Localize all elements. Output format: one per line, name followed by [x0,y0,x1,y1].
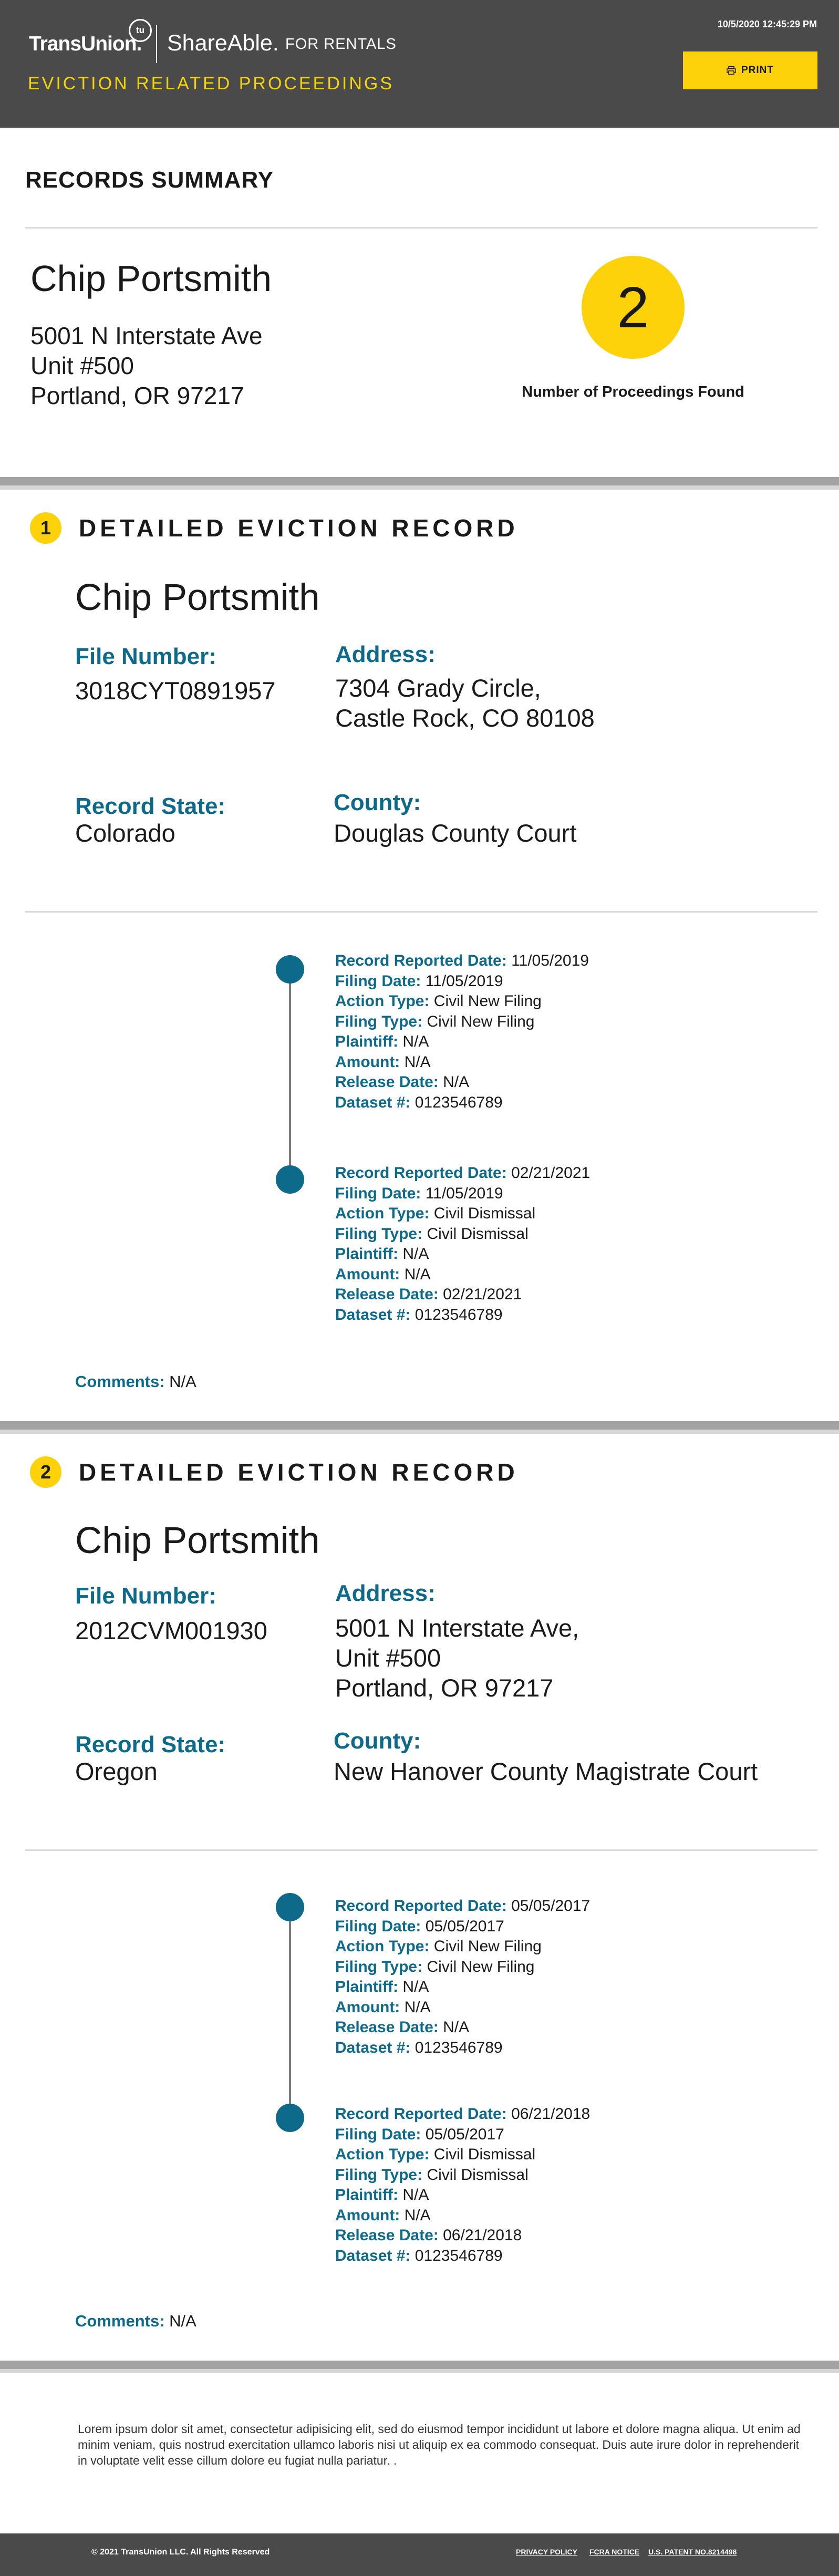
printer-icon [727,66,736,75]
record-state-label: Record State: [75,1732,226,1757]
comments-line [75,2312,196,2331]
address-line: 5001 N Interstate Ave, [335,1614,579,1642]
summary-address-line: 5001 N Interstate Ave [30,322,263,349]
entry-value: N/A [404,2206,431,2224]
comments-label: Comments: [75,2312,165,2330]
entry-value: N/A [443,1073,470,1091]
entry-value: N/A [404,1998,431,2016]
section-band [0,2369,839,2373]
comments-label: Comments: [75,1372,165,1391]
entry-key: Dataset #: [335,1306,411,1323]
entry-key: Amount: [335,1053,400,1071]
entry-key: Action Type: [335,992,430,1010]
page-subtitle: EVICTION RELATED PROCEEDINGS [28,74,395,94]
entry-key: Amount: [335,1265,400,1283]
entry-key: Release Date: [335,1286,439,1303]
comments-value: N/A [169,1372,196,1391]
entry-value: 0123546789 [415,1093,503,1111]
address-label: Address: [335,1580,436,1606]
entry-key: Release Date: [335,2227,439,2244]
file-number-value: 3018CYT0891957 [75,677,276,705]
summary-address-line: Portland, OR 97217 [30,382,244,409]
section-band [0,1421,839,1430]
address-line: Portland, OR 97217 [335,1674,554,1702]
entry-value: 06/21/2018 [443,2227,522,2244]
summary-name: Chip Portsmith [30,258,272,299]
record-name: Chip Portsmith [75,1520,320,1561]
entry-value: 11/05/2019 [425,972,503,990]
entry-key: Filing Type: [335,1012,423,1030]
entry-key: Amount: [335,2206,400,2224]
entry-value: Civil New Filing [433,992,542,1010]
product-suffix: FOR RENTALS [285,36,397,53]
section-band [0,2361,839,2369]
section-band [0,485,839,490]
record-state-value: Colorado [75,819,175,847]
copyright-text: © 2021 TransUnion LLC. All Rights Reserved [91,2548,270,2557]
entry-key: Amount: [335,1998,400,2016]
report-timestamp: 10/5/2020 12:45:29 PM [717,19,817,29]
entry-key: Action Type: [335,1205,430,1222]
entry-key: Filing Date: [335,972,421,990]
record-heading: DETAILED EVICTION RECORD [79,1458,519,1486]
records-summary-title: RECORDS SUMMARY [25,167,274,193]
timeline-entry [335,1163,590,1325]
entry-value: Civil Dismissal [427,2166,529,2184]
entry-key: Record Reported Date: [335,952,507,969]
county-value: Douglas County Court [334,819,577,847]
entry-value: N/A [404,1053,431,1071]
print-button[interactable] [683,51,817,89]
fcra-notice-link[interactable]: FCRA NOTICE [589,2548,640,2556]
entry-key: Dataset #: [335,2039,411,2056]
entry-value: 0123546789 [415,2247,503,2264]
record-number-badge: 1 [30,512,61,544]
proceedings-count-badge: 2 [582,256,685,359]
record-name: Chip Portsmith [75,577,320,618]
entry-key: Plaintiff: [335,2186,398,2203]
file-number-value: 2012CVM001930 [75,1617,267,1644]
entry-value: N/A [404,1265,431,1283]
entry-key: Filing Date: [335,2125,421,2143]
privacy-policy-link[interactable]: PRIVACY POLICY [516,2548,577,2556]
entry-value: 06/21/2018 [511,2105,591,2123]
comments-line [75,1372,196,1391]
divider [25,1849,817,1851]
timeline-dot [276,1165,304,1194]
record-heading: DETAILED EVICTION RECORD [79,514,519,542]
entry-key: Filing Date: [335,1917,421,1935]
entry-value: Civil Dismissal [433,2146,536,2163]
entry-value: 02/21/2021 [511,1164,591,1182]
entry-value: N/A [402,1033,429,1050]
logo-divider [156,25,157,63]
timeline-entry [335,2104,590,2266]
entry-value: N/A [443,2019,470,2036]
county-value: New Hanover County Magistrate Court [334,1757,758,1785]
entry-value: 0123546789 [415,1306,503,1323]
timeline-entry [335,1896,590,2058]
entry-key: Filing Type: [335,2166,423,2184]
entry-key: Record Reported Date: [335,1897,507,1915]
timeline-dot [276,2104,304,2132]
entry-key: Dataset #: [335,2247,411,2264]
entry-value: 05/05/2017 [511,1897,591,1915]
entry-key: Release Date: [335,2019,439,2036]
entry-key: Action Type: [335,2146,430,2163]
entry-key: Release Date: [335,1073,439,1091]
page-header [0,0,839,128]
divider [25,911,817,913]
entry-key: Plaintiff: [335,1245,398,1263]
entry-value: 11/05/2019 [511,952,589,969]
entry-value: Civil New Filing [427,1958,535,1975]
shareable-logo: ShareAble. [167,30,279,56]
timeline-entry [335,951,589,1113]
entry-value: Civil New Filing [427,1012,535,1030]
print-button-label: PRINT [741,65,774,76]
entry-key: Record Reported Date: [335,2105,507,2123]
address-label: Address: [335,642,436,667]
comments-value: N/A [169,2312,196,2330]
address-line: 7304 Grady Circle, [335,674,541,702]
transunion-logo: TransUnion. [29,33,142,55]
summary-address-line: Unit #500 [30,352,134,379]
entry-value: N/A [402,1978,429,1995]
entry-key: Plaintiff: [335,1033,398,1050]
entry-key: Action Type: [335,1938,430,1955]
record-state-label: Record State: [75,793,226,819]
timeline-line [289,1906,291,2117]
timeline-dot [276,1893,304,1921]
record-state-value: Oregon [75,1757,158,1785]
patent-link[interactable]: U.S. PATENT NO.8214498 [648,2548,737,2556]
entry-key: Dataset #: [335,1093,411,1111]
entry-value: Civil New Filing [433,1938,542,1955]
entry-value: N/A [402,1245,429,1263]
entry-value: 0123546789 [415,2039,503,2056]
transunion-logo-mark: tu [129,19,152,42]
address-line: Unit #500 [335,1644,441,1672]
section-band [0,477,839,485]
entry-key: Record Reported Date: [335,1164,507,1182]
entry-key: Filing Type: [335,1225,423,1243]
entry-key: Filing Type: [335,1958,423,1975]
address-line: Castle Rock, CO 80108 [335,704,595,732]
entry-value: Civil Dismissal [427,1225,529,1243]
entry-key: Plaintiff: [335,1978,398,1995]
entry-key: Filing Date: [335,1184,421,1202]
timeline-line [289,969,291,1180]
file-number-label: File Number: [75,1583,216,1609]
county-label: County: [334,790,421,815]
county-label: County: [334,1728,421,1754]
file-number-label: File Number: [75,644,216,669]
entry-value: Civil Dismissal [433,1205,536,1222]
entry-value: 05/05/2017 [425,1917,504,1935]
proceedings-count-label: Number of Proceedings Found [522,384,744,400]
section-band [0,1430,839,1434]
timeline-dot [276,955,304,984]
record-number-badge: 2 [30,1456,61,1488]
entry-value: 11/05/2019 [425,1184,503,1202]
entry-value: 05/05/2017 [425,2125,504,2143]
entry-value: 02/21/2021 [443,1286,522,1303]
divider [25,227,817,229]
disclaimer-text: Lorem ipsum dolor sit amet, consectetur adipisicing elit, sed do eiusmod tempor incididunt ut labore et dolore magna aliqua. Ut enim ad minim veniam, quis nostrud exercitation ullamco laboris nisi ut aliquip ex ea commodo consequat. Duis aute irure dolor in reprehenderit in voluptate velit esse cillum dolore eu fugiat nulla pariatur. . [78,2422,801,2467]
entry-value: N/A [402,2186,429,2203]
